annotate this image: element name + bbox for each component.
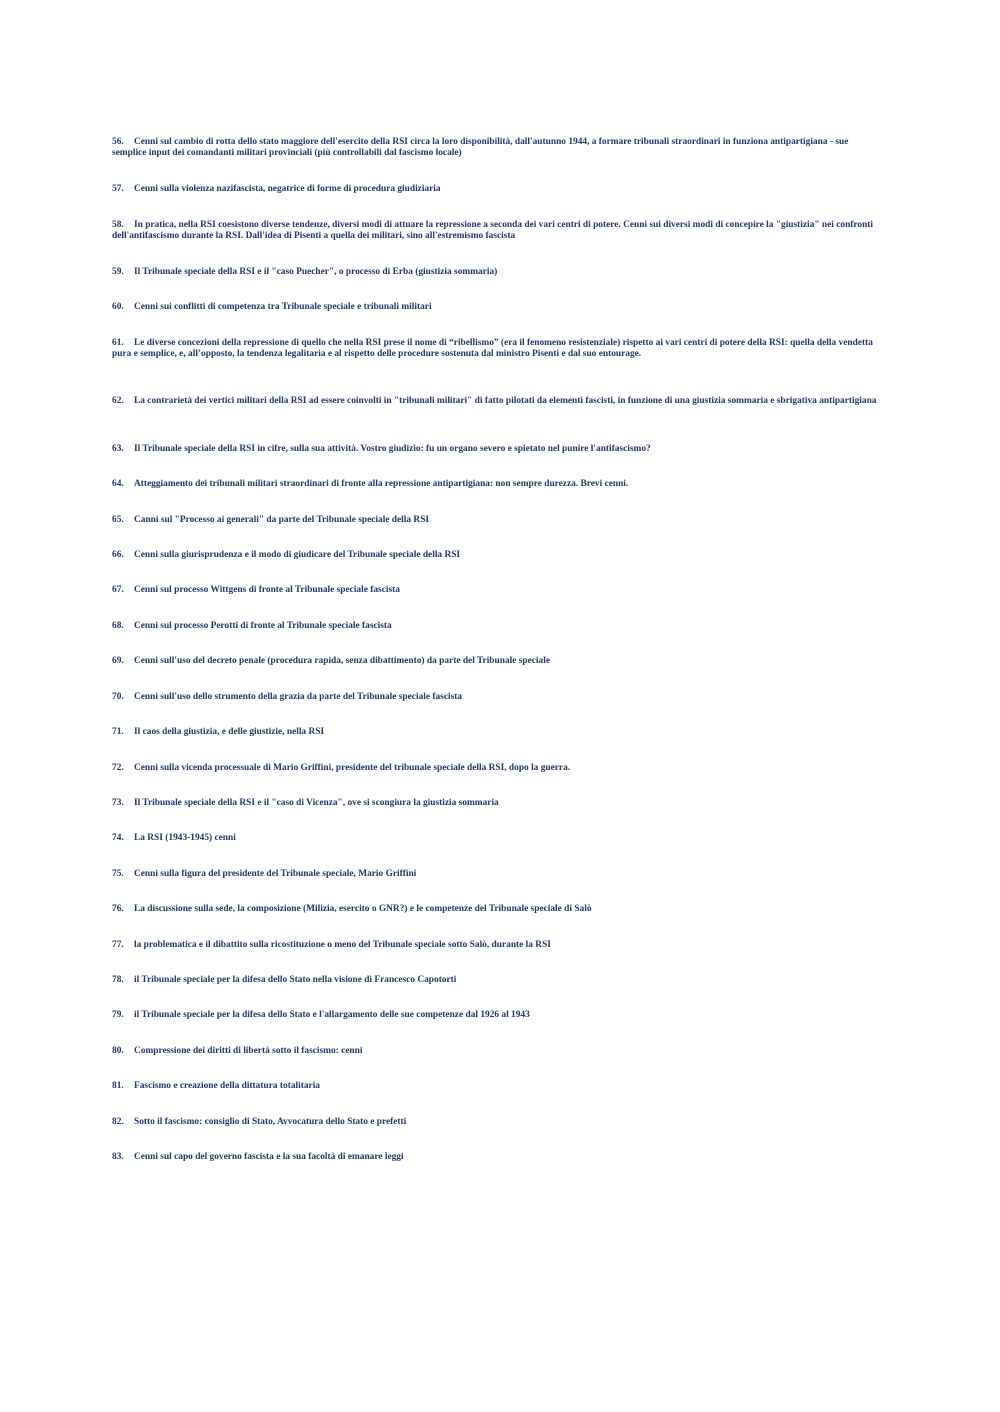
item-number: 73. <box>112 798 124 808</box>
item-number: 83. <box>112 1152 124 1162</box>
item-number: 80. <box>112 1046 124 1056</box>
list-item <box>112 833 877 844</box>
item-number: 66. <box>112 550 124 560</box>
list-item <box>112 1152 877 1163</box>
item-number: 70. <box>112 692 124 702</box>
list-item <box>112 267 877 278</box>
item-text: Le diverse concezioni della repressione di quello che nella RSI prese il nome di “ribellismo” (era il fenomeno resistenziale) rispetto ai vari centri di potere della RSI: quella della vendetta pura e semplice, e, all’opposto, la tendenza legalitaria e al rispetto delle procedure sostenuta dal ministro Pisenti e dal suo entourage. <box>112 338 873 359</box>
list-item <box>112 940 877 951</box>
item-number: 79. <box>112 1010 124 1020</box>
list-item <box>112 727 877 738</box>
list-item <box>112 585 877 596</box>
item-number: 74. <box>112 833 124 843</box>
item-text: Cenni sulla giurisprudenza e il modo di giudicare del Tribunale speciale della RSI <box>134 550 461 560</box>
list-item <box>112 479 877 490</box>
list-item <box>112 975 877 986</box>
item-number: 81. <box>112 1081 124 1091</box>
item-number: 58. <box>112 220 124 230</box>
item-text: Il Tribunale speciale della RSI e il "caso Puecher", o processo di Erba (giustizia sommaria) <box>134 267 498 277</box>
item-number: 63. <box>112 444 124 454</box>
item-number: 78. <box>112 975 124 985</box>
item-text: Fascismo e creazione della dittatura totalitaria <box>134 1081 320 1091</box>
list-item <box>112 444 877 455</box>
list-item <box>112 137 877 159</box>
item-number: 69. <box>112 656 124 666</box>
list-item <box>112 1010 877 1021</box>
item-number: 64. <box>112 479 124 489</box>
list-item <box>112 621 877 632</box>
item-text: il Tribunale speciale per la difesa dello Stato nella visione di Francesco Capotorti <box>134 975 457 985</box>
item-text: Cenni sui conflitti di competenza tra Tribunale speciale e tribunali militari <box>134 302 432 312</box>
item-text: il Tribunale speciale per la difesa dello Stato e l'allargamento delle sue competenze dal 1926 al 1943 <box>134 1010 530 1020</box>
item-number: 72. <box>112 763 124 773</box>
list-item <box>112 798 877 809</box>
item-number: 65. <box>112 515 124 525</box>
item-number: 57. <box>112 184 124 194</box>
item-text: Cenni sulla vicenda processuale di Mario Griffini, presidente del tribunale speciale della RSI, dopo la guerra. <box>134 763 571 773</box>
item-text: Cenni sul processo Perotti di fronte al Tribunale speciale fascista <box>134 621 392 631</box>
list-item <box>112 904 877 915</box>
item-number: 67. <box>112 585 124 595</box>
item-text: Il Tribunale speciale della RSI e il "caso di Vicenza", ove si scongiura la giustizia sommaria <box>134 798 499 808</box>
list-item <box>112 220 877 242</box>
item-number: 75. <box>112 869 124 879</box>
item-text: Atteggiamento dei tribunali militari straordinari di fronte alla repressione antipartigiana: non sempre durezza. Brevi cenni. <box>134 479 629 489</box>
item-number: 62. <box>112 396 124 406</box>
item-text: Cenni sul capo del governo fascista e la sua facoltà di emanare leggi <box>134 1152 404 1162</box>
list-item <box>112 515 877 526</box>
list-item <box>112 869 877 880</box>
item-text: Cenni sulla violenza nazifascista, negatrice di forme di procedura giudiziaria <box>134 184 441 194</box>
item-text: Cenni sulla figura del presidente del Tribunale speciale, Mario Griffini <box>134 869 417 879</box>
item-text: Cenni sull'uso dello strumento della grazia da parte del Tribunale speciale fascista <box>134 692 463 702</box>
list-item <box>112 302 877 313</box>
item-number: 77. <box>112 940 124 950</box>
list-item <box>112 763 877 774</box>
item-number: 60. <box>112 302 124 312</box>
item-text: Cenni sul processo Wittgens di fronte al Tribunale speciale fascista <box>134 585 400 595</box>
list-item <box>112 1081 877 1092</box>
item-text: Il Tribunale speciale della RSI in cifre, sulla sua attività. Vostro giudizio: fu un organo severo e spietato nel punire l'antifascismo? <box>134 444 651 454</box>
item-text: la problematica e il dibattito sulla ricostituzione o meno del Tribunale speciale sotto Salò, durante la RSI <box>134 940 551 950</box>
item-number: 59. <box>112 267 124 277</box>
list-item <box>112 550 877 561</box>
list-item <box>112 396 877 407</box>
item-text: La RSI (1943-1945) cenni <box>134 833 236 843</box>
item-text: In pratica, nella RSI coesistono diverse tendenze, diversi modi di attuare la repressione a seconda dei vari centri di potere. Cenni sui diversi modi di concepire la "giustizia" nei confronti dell'antifascismo durante la RSI. Dall'idea di Pisenti a quella dei militari, sino all'estremismo fascista <box>112 220 874 241</box>
item-number: 61. <box>112 338 124 348</box>
item-number: 82. <box>112 1117 124 1127</box>
item-text: Canni sul "Processo ai generali" da parte del Tribunale speciale della RSI <box>134 515 430 525</box>
item-text: Il caos della giustizia, e delle giustizie, nella RSI <box>134 727 325 737</box>
item-number: 68. <box>112 621 124 631</box>
list-item <box>112 184 877 195</box>
item-text: La discussione sulla sede, la composizione (Milizia, esercito o GNR?) e le competenze del Tribunale speciale di Salò <box>134 904 592 914</box>
list-item <box>112 656 877 667</box>
item-text: Cenni sull'uso del decreto penale (procedura rapida, senza dibattimento) da parte del Tribunale speciale <box>134 656 550 666</box>
list-item <box>112 692 877 703</box>
item-number: 71. <box>112 727 124 737</box>
item-text: La contrarietà dei vertici militari della RSI ad essere coinvolti in "tribunali militari" di fatto pilotati da elementi fascisti, in funzione di una giustizia sommaria e sbrigativa antipartigiana <box>134 396 877 406</box>
list-item <box>112 1046 877 1057</box>
item-number: 76. <box>112 904 124 914</box>
item-text: Cenni sul cambio di rotta dello stato maggiore dell'esercito della RSI circa la loro disponibilità, dall'autunno 1944, a formare tribunali straordinari in funziona antipartigiana - sue semplice input dei comandanti militari provinciali (più controllabili dal fascismo locale) <box>112 137 849 158</box>
item-text: Sotto il fascismo: consiglio di Stato, Avvocatura dello Stato e prefetti <box>134 1117 407 1127</box>
list-item <box>112 338 877 360</box>
item-text: Compressione dei diritti di libertà sotto il fascismo: cenni <box>134 1046 363 1056</box>
item-number: 56. <box>112 137 124 147</box>
list-item <box>112 1117 877 1128</box>
